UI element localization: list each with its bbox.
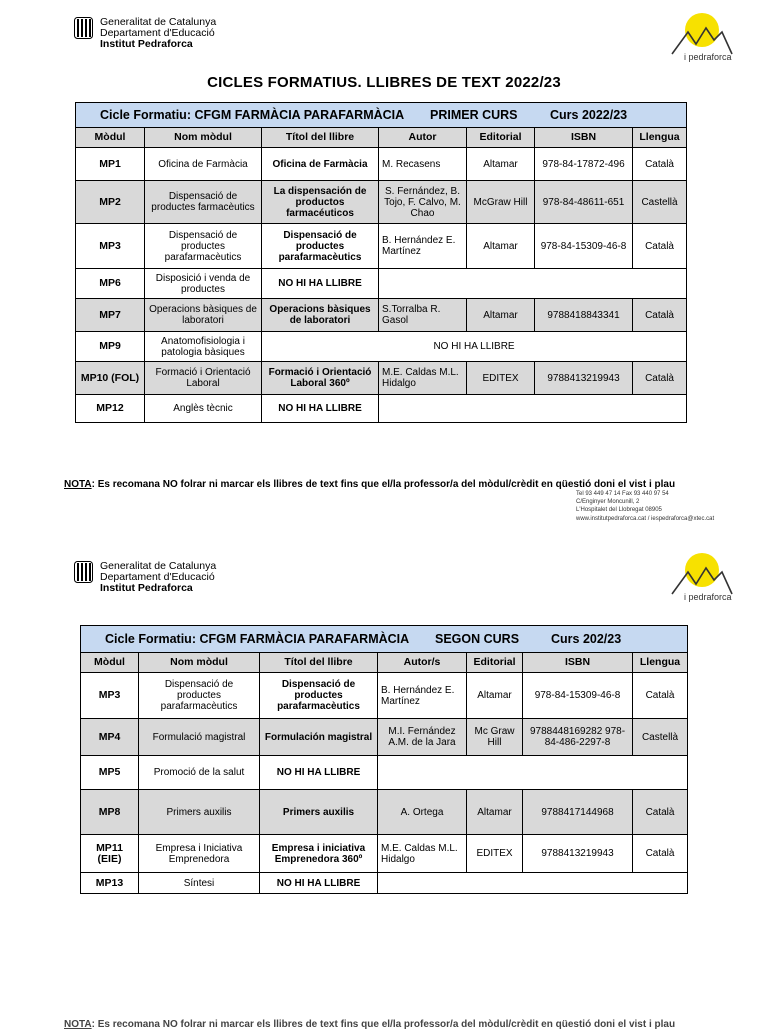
cell-autor: B. Hernández E. Martínez: [378, 673, 467, 719]
cell-isbn: 9788413219943: [535, 362, 633, 395]
cell-autor: M. Recasens: [379, 148, 467, 181]
col-header: Autor/s: [378, 653, 467, 673]
cell-llengua: Castellà: [633, 719, 688, 756]
cell-autor: M.I. Fernández A.M. de la Jara: [378, 719, 467, 756]
page-title: CICLES FORMATIUS. LLIBRES DE TEXT 2022/23: [207, 74, 561, 91]
cell-nom: Síntesi: [139, 873, 260, 894]
cell-autor: A. Ortega: [378, 790, 467, 835]
pedraforca-logo: [666, 10, 736, 70]
header-row: [76, 128, 687, 148]
table-segon-curs: [80, 625, 688, 894]
cell-editorial: Altamar: [467, 148, 535, 181]
curs-label: PRIMER CURS: [430, 107, 518, 122]
pedraforca-logo-2: [666, 550, 736, 610]
table-row: [76, 148, 687, 181]
col-header: Editorial: [467, 128, 535, 148]
cell-isbn: 9788418843341: [535, 299, 633, 332]
cell-isbn: 978-84-48611-651: [535, 181, 633, 224]
table-row: [76, 395, 687, 423]
cell-no-llibre: NO HI HA LLIBRE: [262, 395, 379, 423]
cell-nom: Operacions bàsiques de laboratori: [145, 299, 262, 332]
cell-isbn: 9788417144968: [523, 790, 633, 835]
col-header: ISBN: [523, 653, 633, 673]
cell-modul: MP6: [76, 269, 145, 299]
cell-isbn: 9788448169282 978-84-486-2297-8: [523, 719, 633, 756]
cell-llibre: Primers auxilis: [260, 790, 378, 835]
cell-editorial: EDITEX: [467, 835, 523, 873]
contact-line: www.institutpedraforca.cat / iespedraforca@xtec.cat: [576, 515, 715, 522]
cell-modul: MP3: [76, 224, 145, 269]
header-line-3: Institut Pedraforca: [100, 581, 193, 594]
col-header: Títol del llibre: [260, 653, 378, 673]
cell-nom: Anglès tècnic: [145, 395, 262, 423]
cicle-title: Cicle Formatiu: CFGM FARMÀCIA PARAFARMÀCIA: [100, 107, 405, 122]
cell-llibre: Operacions bàsiques de laboratori: [262, 299, 379, 332]
cell-isbn: 978-84-15309-46-8: [523, 673, 633, 719]
cicle-title: Cicle Formatiu: CFGM FARMÀCIA PARAFARMÀCIA: [105, 631, 410, 646]
header-line-3: Institut Pedraforca: [100, 37, 193, 50]
col-header: Nom mòdul: [139, 653, 260, 673]
cell-nom: Dispensació de productes farmacèutics: [145, 181, 262, 224]
cell-modul: MP12: [76, 395, 145, 423]
pedraforca-logo-icon: [666, 550, 736, 610]
cell-editorial: McGraw Hill: [467, 181, 535, 224]
contact-block: [576, 490, 714, 523]
header-line-2: Departament d'Educació: [100, 570, 215, 583]
cell-nom: Oficina de Farmàcia: [145, 148, 262, 181]
table-row: [76, 181, 687, 224]
cell-llengua: Català: [633, 835, 688, 873]
cell-llengua: Català: [633, 362, 687, 395]
header-line-1: Generalitat de Catalunya: [100, 16, 217, 28]
logo-text: i pedraforca: [684, 52, 732, 62]
cell-modul: MP13: [81, 873, 139, 894]
cell-autor: S.Torralba R. Gasol: [379, 299, 467, 332]
cell-nom: Formulació magistral: [139, 719, 260, 756]
empty-cell: [379, 269, 687, 299]
col-header: Llengua: [633, 128, 687, 148]
generalitat-logo-icon: [74, 561, 93, 583]
cell-autor: S. Fernández, B. Tojo, F. Calvo, M. Chao: [379, 181, 467, 224]
table-row: [76, 362, 687, 395]
cell-modul: MP11 (EIE): [81, 835, 139, 873]
empty-cell: [379, 395, 687, 423]
cell-nom: Empresa i Iniciativa Emprenedora: [139, 835, 260, 873]
header-row: [81, 653, 688, 673]
curs-year: Curs 2022/23: [550, 107, 628, 122]
nota-text: [64, 479, 675, 490]
cell-llengua: Català: [633, 299, 687, 332]
col-header: ISBN: [535, 128, 633, 148]
header-line-2: Departament d'Educació: [100, 26, 215, 39]
col-header: Llengua: [633, 653, 688, 673]
col-header: Mòdul: [81, 653, 139, 673]
nota-body: : Es recomana NO folrar ni marcar els llibres de text fins que el/la professor/a del mòdul/crèdit en qüestió doni el vist i plau: [91, 1019, 676, 1030]
cell-no-llibre: NO HI HA LLIBRE: [260, 873, 378, 894]
cell-nom: Anatomofisiologia i patologia bàsiques: [145, 332, 262, 362]
cell-llengua: Català: [633, 673, 688, 719]
col-header: Títol del llibre: [262, 128, 379, 148]
cell-editorial: Altamar: [467, 299, 535, 332]
table-row: [81, 719, 688, 756]
empty-cell: [378, 756, 688, 790]
nota-label: NOTA: [64, 479, 92, 490]
header-line-1: Generalitat de Catalunya: [100, 560, 217, 572]
col-header: Nom mòdul: [145, 128, 262, 148]
cell-modul: MP1: [76, 148, 145, 181]
cell-llengua: Castellà: [633, 181, 687, 224]
cell-editorial: Altamar: [467, 224, 535, 269]
cell-llibre: Oficina de Farmàcia: [262, 148, 379, 181]
cell-nom: Disposició i venda de productes: [145, 269, 262, 299]
table-row: [81, 756, 688, 790]
table-row: [76, 332, 687, 362]
cell-nom: Dispensació de productes parafarmacèutics: [145, 224, 262, 269]
cell-editorial: Mc Graw Hill: [467, 719, 523, 756]
contact-line: Tel 93 449 47 14 Fax 93 440 97 54: [576, 491, 669, 497]
nota-body: : Es recomana NO folrar ni marcar els llibres de text fins que el/la professor/a del mòdul/crèdit en qüestió doni el vist i plau: [91, 479, 676, 490]
table-row: [81, 790, 688, 835]
cell-nom: Primers auxilis: [139, 790, 260, 835]
cell-llibre: Formació i Orientació Laboral 360º: [262, 362, 379, 395]
cell-isbn: 978-84-17872-496: [535, 148, 633, 181]
cicle-row: [81, 626, 688, 653]
cell-editorial: EDITEX: [467, 362, 535, 395]
cell-modul: MP8: [81, 790, 139, 835]
cell-nom: Promoció de la salut: [139, 756, 260, 790]
table-row: [76, 299, 687, 332]
cell-autor: B. Hernández E. Martínez: [379, 224, 467, 269]
table-row: [81, 873, 688, 894]
cell-no-llibre: NO HI HA LLIBRE: [260, 756, 378, 790]
cell-autor: M.E. Caldas M.L. Hidalgo: [379, 362, 467, 395]
cell-modul: MP7: [76, 299, 145, 332]
cell-modul: MP9: [76, 332, 145, 362]
generalitat-logo-icon: [74, 17, 93, 39]
contact-line: C/Enginyer Moncunill, 2: [576, 499, 640, 506]
nota-label: NOTA: [64, 1019, 92, 1030]
table-row: [81, 835, 688, 873]
table-row: [81, 673, 688, 719]
cell-autor: M.E. Caldas M.L. Hidalgo: [378, 835, 467, 873]
cell-no-llibre: NO HI HA LLIBRE: [262, 332, 687, 362]
cell-llibre: Formulación magistral: [260, 719, 378, 756]
cell-modul: MP2: [76, 181, 145, 224]
cell-modul: MP3: [81, 673, 139, 719]
cell-modul: MP10 (FOL): [76, 362, 145, 395]
cell-no-llibre: NO HI HA LLIBRE: [262, 269, 379, 299]
col-header: Editorial: [467, 653, 523, 673]
curs-year: Curs 202/23: [551, 631, 622, 646]
cell-llengua: Català: [633, 148, 687, 181]
cell-nom: Formació i Orientació Laboral: [145, 362, 262, 395]
cell-llengua: Català: [633, 790, 688, 835]
cell-modul: MP4: [81, 719, 139, 756]
cell-llibre: Dispensació de productes parafarmacèutics: [260, 673, 378, 719]
cicle-row: [76, 103, 687, 128]
cell-isbn: 978-84-15309-46-8: [535, 224, 633, 269]
cell-llengua: Català: [633, 224, 687, 269]
table-row: [76, 269, 687, 299]
cell-nom: Dispensació de productes parafarmacèutics: [139, 673, 260, 719]
pedraforca-logo-icon: [666, 10, 736, 70]
cell-editorial: Altamar: [467, 790, 523, 835]
contact-line: L'Hospitalet del Llobregat 08905: [576, 507, 662, 514]
table-row: [76, 224, 687, 269]
cell-modul: MP5: [81, 756, 139, 790]
cell-llibre: Empresa i iniciativa Emprenedora 360º: [260, 835, 378, 873]
logo-text: i pedraforca: [684, 592, 732, 602]
curs-label: SEGON CURS: [435, 631, 520, 646]
col-header: Mòdul: [76, 128, 145, 148]
table-primer-curs: [75, 102, 687, 423]
col-header: Autor: [379, 128, 467, 148]
empty-cell: [378, 873, 688, 894]
cell-editorial: Altamar: [467, 673, 523, 719]
nota-text-cut: [64, 1019, 724, 1030]
cell-llibre: La dispensación de productos farmacéuticos: [262, 181, 379, 224]
cell-isbn: 9788413219943: [523, 835, 633, 873]
cell-llibre: Dispensació de productes parafarmacèutics: [262, 224, 379, 269]
